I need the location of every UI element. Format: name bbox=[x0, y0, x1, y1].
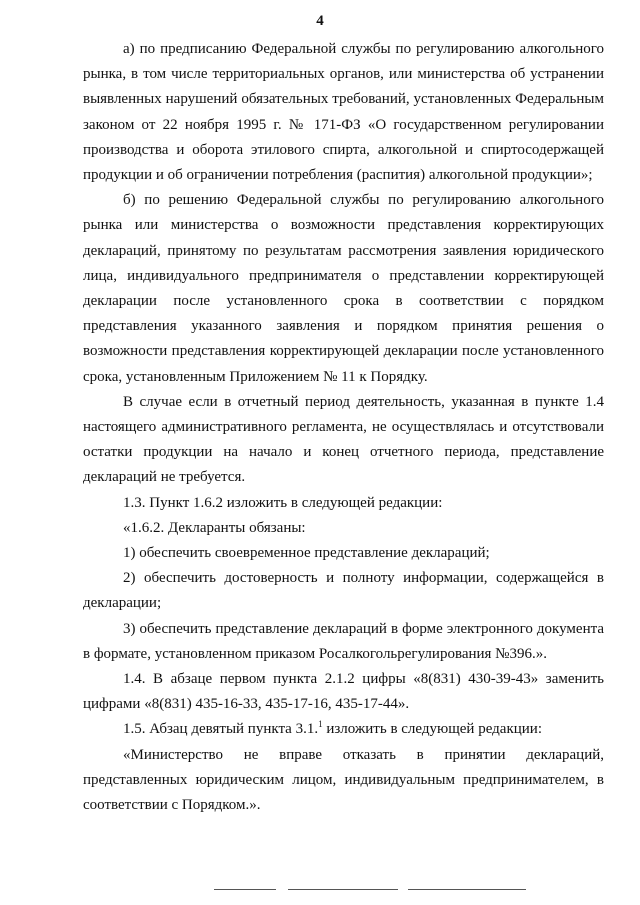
paragraph-duty-1: 1) обеспечить своевременное представление деклараций; bbox=[123, 545, 490, 562]
paragraph-duty-3: 3) обеспечить представление деклараций в форме электронного документа в формате, установленном приказом Росалкогольрегулирования №396.». bbox=[83, 620, 604, 662]
paragraph-a: а) по предписанию Федеральной службы по регулированию алкогольного рынка, в том числе территориальных органов, или министерства об устранении выявленных нарушений обязательных требований, установленных Федеральным законом от 22 ноября 1995 г. № 171-ФЗ «О государственном регулировании производства и оборота этилового спирта, алкогольной и спиртосодержащей продукции и об ограничении потребления (распития) алкогольной продукции»; bbox=[83, 41, 604, 184]
paragraph-1-3: 1.3. Пункт 1.6.2 изложить в следующей редакции: bbox=[123, 494, 443, 511]
footer-rule-2 bbox=[288, 889, 398, 890]
paragraph-1-5-superscript: 1 bbox=[318, 719, 323, 730]
paragraph-no-activity: В случае если в отчетный период деятельность, указанная в пункте 1.4 настоящего административного регламента, не осуществлялась и отсутствовали остатки продукции на начало и конец отчетного периода, представление деклараций не требуется. bbox=[83, 393, 604, 486]
page-number: 4 bbox=[316, 13, 324, 29]
paragraph-b: б) по решению Федеральной службы по регулированию алкогольного рынка или министерства о возможности представления корректирующих деклараций, принятому по результатам рассмотрения заявления юридического лица, индивидуального предпринимателя о представлении корректирующей декларации после установленного срока в соответствии с порядком представления указанного заявления и порядком принятия решения о возможности представления корректирующей декларации после установленного срока, установленным Приложением № 11 к Порядку. bbox=[83, 192, 604, 385]
paragraph-1-5-before: 1.5. Абзац девятый пункта 3.1. bbox=[123, 721, 319, 738]
paragraph-quote: «Министерство не вправе отказать в принятии деклараций, представленных юридическим лицом, индивидуальным предпринимателем, в соответствии с Порядком.». bbox=[83, 746, 604, 814]
footer-rule-1 bbox=[214, 889, 276, 890]
paragraph-duty-2: 2) обеспечить достоверность и полноту информации, содержащейся в декларации; bbox=[83, 570, 604, 612]
paragraph-1-4: 1.4. В абзаце первом пункта 2.1.2 цифры «8(831) 430-39-43» заменить цифрами «8(831) 435-16-33, 435-17-16, 435-17-44». bbox=[83, 671, 604, 713]
paragraph-1-6-2: «1.6.2. Декларанты обязаны: bbox=[123, 519, 306, 536]
document-body bbox=[83, 37, 604, 818]
footer-rule-3 bbox=[408, 889, 526, 890]
paragraph-1-5-after: изложить в следующей редакции: bbox=[322, 721, 542, 738]
paragraph-1-5 bbox=[83, 717, 604, 742]
